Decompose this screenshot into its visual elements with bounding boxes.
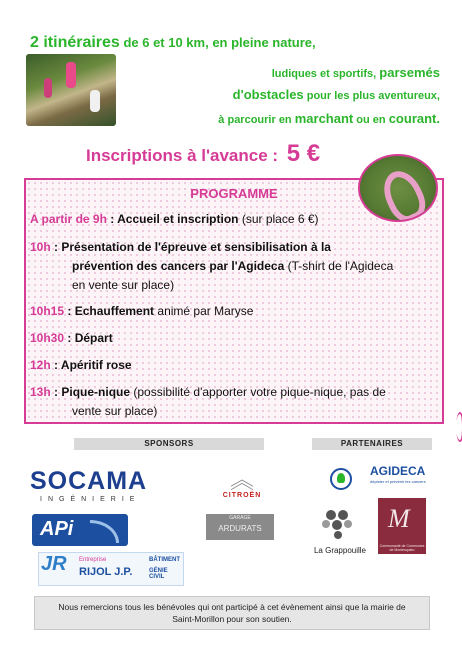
time-label: A partir de 9h	[30, 212, 107, 226]
runners-photo	[26, 54, 116, 126]
programme-item	[30, 329, 113, 348]
rijol-batiment: BÂTIMENT	[149, 557, 180, 563]
obstacles-text: d'obstacles	[232, 87, 304, 102]
sponsors-heading: SPONSORS	[74, 438, 264, 450]
ardurats-small: GARAGE	[229, 515, 251, 521]
itineraires-text: 2 itinéraires	[30, 34, 120, 51]
price-text: 5 €	[286, 140, 321, 167]
chevrons-icon: ︽	[230, 467, 254, 494]
agideca-name: AGIDECA	[370, 464, 426, 478]
aerial-ribbon-photo	[358, 154, 438, 222]
activity-note: (T-shirt de l'Agideca	[284, 259, 394, 273]
grappouille-logo	[308, 504, 372, 555]
activity-label: prévention des cancers par l'Agideca	[72, 259, 285, 273]
separator: :	[64, 331, 75, 345]
parcourir-text: à parcourir en	[218, 114, 295, 126]
programme-item	[30, 238, 331, 257]
intro-line-1	[30, 34, 460, 52]
citroen-name: CITROËN	[222, 492, 262, 499]
signal-arc-icon	[90, 520, 119, 543]
thanks-line-2: Saint-Morillon pour son soutien.	[172, 614, 292, 624]
api-logo	[32, 514, 128, 546]
time-label: 10h	[30, 240, 51, 254]
programme-item	[30, 383, 386, 402]
activity-label: Apéritif rose	[60, 358, 132, 372]
citroen-logo	[214, 467, 270, 499]
rijol-name: RIJOL J.P.	[79, 566, 133, 578]
ludiques-text: ludiques et sportifs,	[271, 68, 380, 80]
rijol-small: Entreprise	[79, 557, 107, 563]
inscriptions-banner	[86, 140, 320, 168]
partners-heading: PARTENAIRES	[312, 438, 432, 450]
programme-item-continued	[72, 276, 174, 295]
courant-text: courant.	[388, 111, 440, 126]
time-label: 13h	[30, 385, 51, 399]
rijol-genie-civil: GÉNIE CIVIL	[149, 568, 168, 580]
parsemes-text: parsemés	[379, 65, 440, 80]
separator: :	[50, 358, 61, 372]
intro-line-3	[233, 86, 440, 104]
activity-label: Pique-nique	[61, 385, 131, 399]
thanks-banner	[34, 596, 430, 630]
activity-note: vente sur place)	[72, 404, 158, 418]
thanks-line-1: Nous remercions tous les bénévoles qui ont participé à cet évènement ainsi que la mairie de	[58, 602, 406, 612]
socama-logo	[30, 467, 190, 503]
ardurats-logo	[206, 514, 274, 540]
marchant-text: marchant	[294, 111, 354, 126]
intro-line-4	[218, 110, 440, 128]
grappouille-name: La Grappouille	[313, 546, 367, 555]
jr-monogram: JR	[41, 553, 67, 575]
programme-title: PROGRAMME	[190, 186, 278, 201]
programme-item-continued	[72, 402, 157, 421]
rijol-logo	[38, 552, 184, 586]
activity-note: animé par Maryse	[154, 304, 254, 318]
ou-en-text: ou en	[353, 114, 389, 126]
socama-subtitle: INGÉNIERIE	[40, 496, 141, 503]
socama-name: SOCAMA	[30, 467, 148, 495]
programme-item	[30, 302, 253, 321]
activity-note: en vente sur place)	[72, 278, 175, 292]
inscriptions-label: Inscriptions à l'avance :	[86, 146, 283, 165]
time-label: 10h15	[30, 304, 65, 318]
api-name: APi	[40, 518, 74, 540]
distance-text: de 6 et 10 km, en pleine nature,	[119, 35, 316, 50]
aventureux-text: pour les plus aventureux,	[303, 90, 440, 102]
activity-note: (possibilité d'apporter votre pique-nique, pas de	[130, 385, 386, 399]
separator: :	[106, 212, 118, 226]
ardurats-name: ARDURATS	[218, 524, 262, 533]
decorative-arc	[456, 412, 462, 442]
time-label: 10h30	[30, 331, 65, 345]
activity-note: (sur place 6 €)	[238, 212, 319, 226]
activity-label: Echauffement	[74, 304, 155, 318]
programme-item	[30, 356, 132, 375]
programme-item-continued	[72, 257, 393, 276]
programme-item	[30, 210, 319, 229]
intro-line-2	[272, 64, 440, 82]
separator: :	[50, 240, 62, 254]
cc-name: Communauté de Communes de Montesquieu	[379, 544, 425, 552]
activity-label: Départ	[74, 331, 113, 345]
communaute-communes-logo	[378, 498, 426, 554]
agideca-icon	[330, 468, 352, 490]
activity-label: Accueil et inscription	[117, 212, 239, 226]
cc-letter: M	[388, 504, 410, 533]
agideca-tagline: dépister et prévenir les cancers	[370, 479, 426, 484]
separator: :	[64, 304, 75, 318]
separator: :	[50, 385, 62, 399]
time-label: 12h	[30, 358, 51, 372]
grapes-icon	[308, 504, 372, 544]
activity-label: Présentation de l'épreuve et sensibilisation à la	[61, 240, 331, 254]
agideca-logo	[330, 464, 442, 500]
